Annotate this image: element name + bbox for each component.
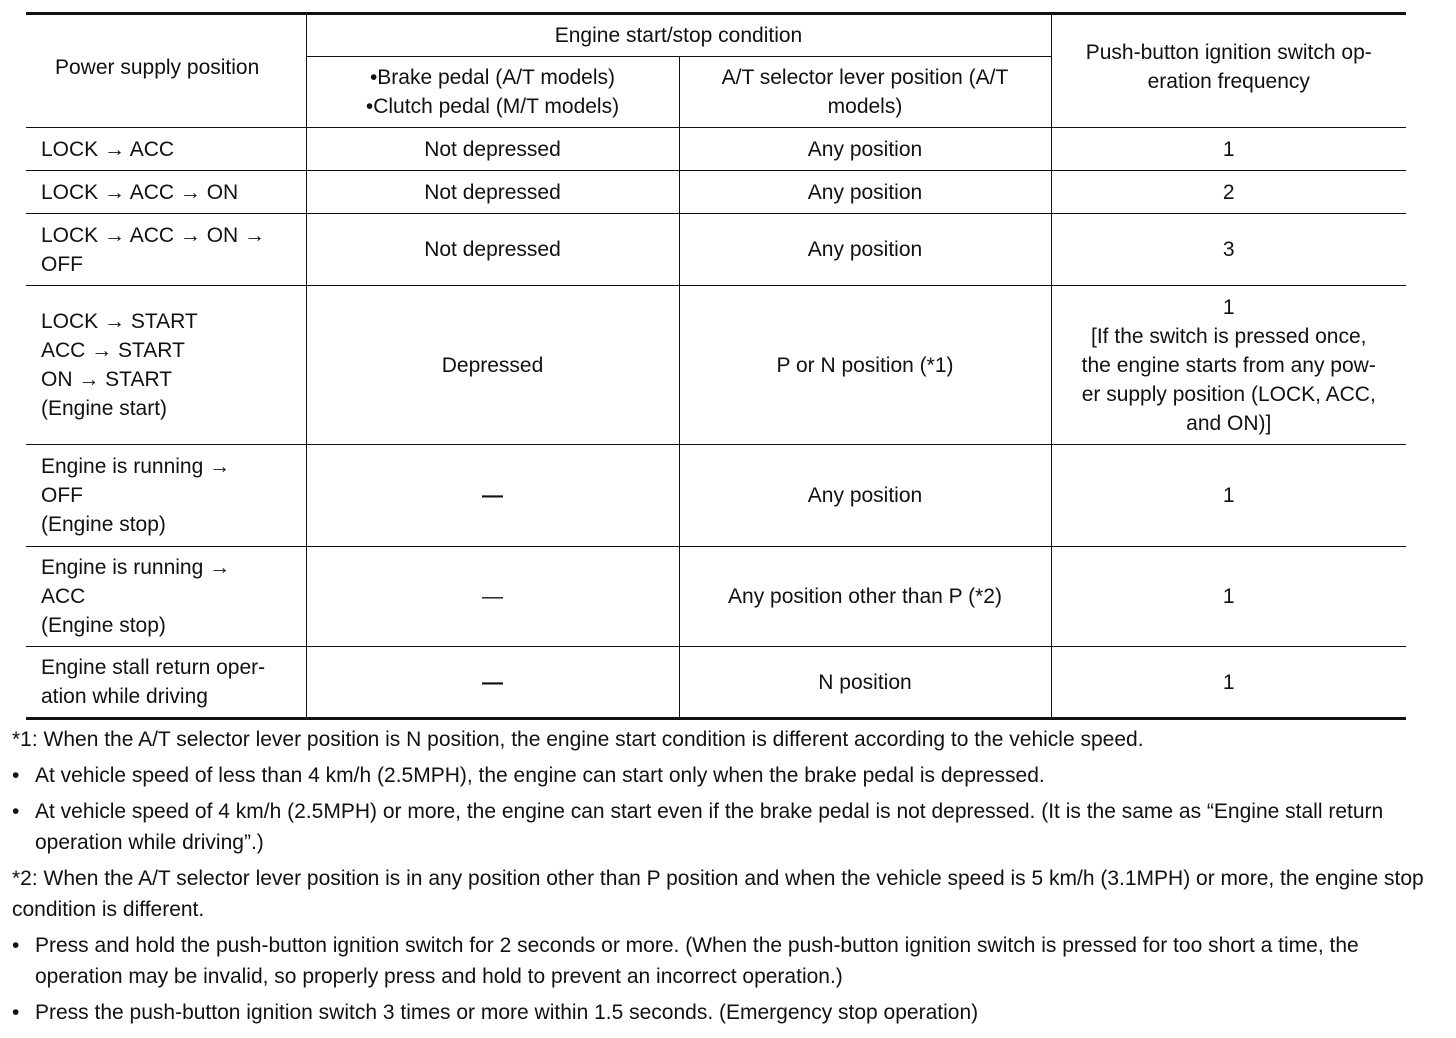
table-row xyxy=(26,286,1406,445)
table-row xyxy=(26,171,1406,214)
cell-frequency: 2 xyxy=(1051,171,1406,214)
footnote-1-bullet xyxy=(12,760,1432,791)
header-pedal-brake: •Brake pedal (A/T models) xyxy=(369,66,616,89)
header-selector-position: A/T selector lever position (A/T models) xyxy=(679,57,1051,128)
cell-power-position: LOCK → ACC → ON xyxy=(26,171,306,214)
cell-power-position: LOCK → START ACC → START ON → START (Engine start) xyxy=(26,286,306,445)
cell-selector: Any position xyxy=(679,445,1051,547)
bullet-text: Press and hold the push-button ignition switch for 2 seconds or more. (When the push-button ignition switch is pressed for too short a time, the operation may be invalid, so properly press and hold to prevent an incorrect operation.) xyxy=(35,934,1359,988)
cell-selector: Any position xyxy=(679,214,1051,286)
power-supply-table xyxy=(26,12,1406,720)
table-row xyxy=(26,214,1406,286)
bullet-dot: • xyxy=(12,934,20,957)
cell-frequency: 1 xyxy=(1051,445,1406,547)
cell-pedal: — xyxy=(306,647,679,719)
cell-selector: Any position xyxy=(679,171,1051,214)
cell-frequency: 1 xyxy=(1051,547,1406,647)
cell-pedal: — xyxy=(306,547,679,647)
cell-pedal: Not depressed xyxy=(306,128,679,171)
footnote-1-bullet xyxy=(12,796,1432,858)
cell-power-position: Engine is running → OFF (Engine stop) xyxy=(26,445,306,547)
table-row xyxy=(26,445,1406,547)
bullet-text: At vehicle speed of less than 4 km/h (2.5MPH), the engine can start only when the brake pedal is depressed. xyxy=(35,764,1045,787)
cell-frequency: 1 xyxy=(1051,128,1406,171)
cell-selector: N position xyxy=(679,647,1051,719)
header-pedal-clutch: •Clutch pedal (M/T models) xyxy=(365,95,620,118)
cell-power-position: Engine is running → ACC (Engine stop) xyxy=(26,547,306,647)
table-row xyxy=(26,128,1406,171)
table-row xyxy=(26,647,1406,719)
footnote-1: *1: When the A/T selector lever position is N position, the engine start condition is different according to the vehicle speed. xyxy=(12,728,1144,751)
footnote-2: *2: When the A/T selector lever position is in any position other than P position and when the vehicle speed is 5 km/h (3.1MPH) or more, the engine stop condition is different. xyxy=(12,867,1424,921)
header-power-supply-position: Power supply position xyxy=(26,14,306,128)
footnote-2-bullet xyxy=(12,997,1432,1028)
cell-selector: P or N position (*1) xyxy=(679,286,1051,445)
cell-pedal: Depressed xyxy=(306,286,679,445)
bullet-text: Press the push-button ignition switch 3 times or more within 1.5 seconds. (Emergency stop operation) xyxy=(35,1001,979,1024)
cell-frequency: 1 xyxy=(1051,647,1406,719)
footnote-2-bullet xyxy=(12,930,1432,992)
cell-power-position: LOCK → ACC xyxy=(26,128,306,171)
footnotes xyxy=(12,724,1432,1033)
cell-power-position: Engine stall return oper- ation while driving xyxy=(26,647,306,719)
bullet-text: At vehicle speed of 4 km/h (2.5MPH) or more, the engine can start even if the brake pedal is not depressed. (It is the same as “Engine stall return operation while driving”.) xyxy=(35,800,1384,854)
bullet-dot: • xyxy=(12,800,20,823)
bullet-dot: • xyxy=(12,764,20,787)
cell-power-position: LOCK → ACC → ON → OFF xyxy=(26,214,306,286)
table-row xyxy=(26,547,1406,647)
cell-pedal: Not depressed xyxy=(306,171,679,214)
cell-selector: Any position other than P (*2) xyxy=(679,547,1051,647)
bullet-dot: • xyxy=(12,1001,20,1024)
header-operation-frequency: Push-button ignition switch op-eration frequency xyxy=(1051,14,1406,128)
cell-pedal: — xyxy=(306,445,679,547)
spec-table-container xyxy=(26,12,1406,720)
header-engine-condition: Engine start/stop condition xyxy=(306,14,1051,57)
cell-pedal: Not depressed xyxy=(306,214,679,286)
header-pedal xyxy=(306,57,679,128)
cell-selector: Any position xyxy=(679,128,1051,171)
cell-frequency: 1 [If the switch is pressed once, the engine starts from any pow- er supply position (LOCK, ACC, and ON)] xyxy=(1051,286,1406,445)
cell-frequency: 3 xyxy=(1051,214,1406,286)
